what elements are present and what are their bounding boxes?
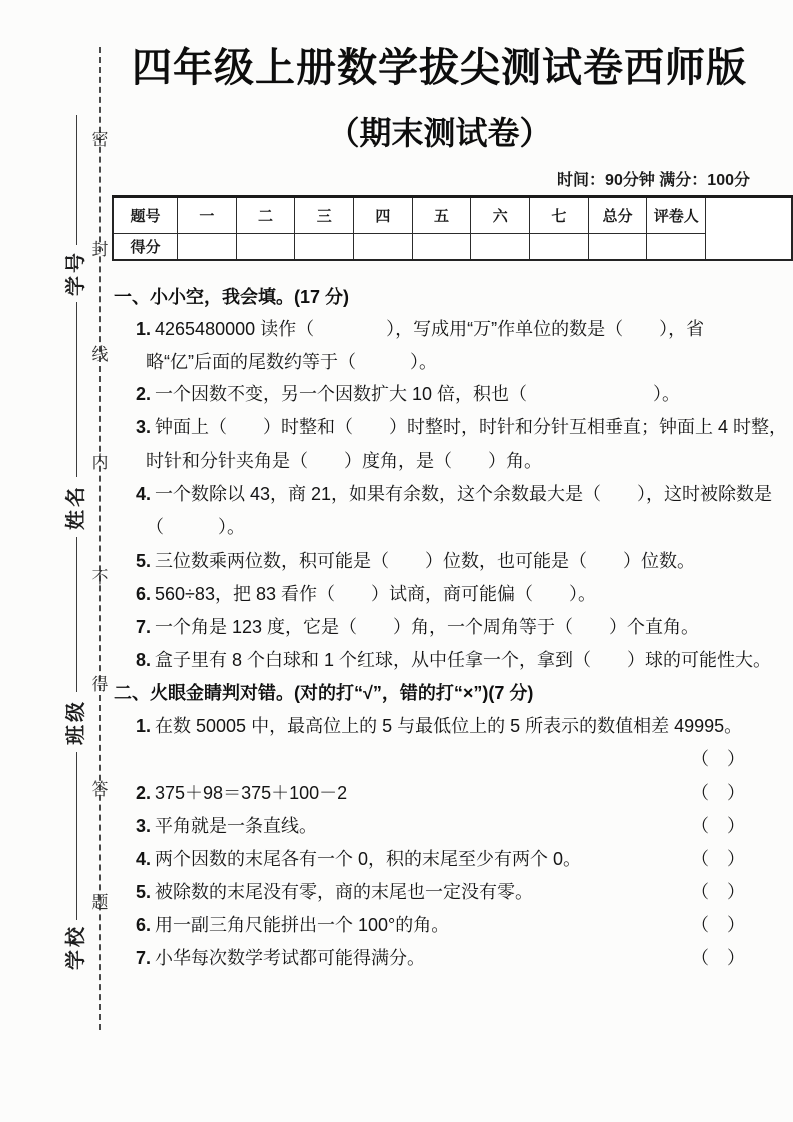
seal-dashed-line <box>99 47 101 1030</box>
question-number: 8. <box>136 650 152 670</box>
answer-bracket: （ ） <box>691 816 745 836</box>
seal-char: 密 <box>91 130 109 149</box>
seal-char: 得 <box>91 675 109 694</box>
score-cell <box>412 234 471 261</box>
question-line <box>136 780 745 806</box>
margin-label-school: 学校 <box>64 924 87 970</box>
score-table-header-cell: 七 <box>530 197 589 234</box>
question-line <box>146 514 245 540</box>
question-number: 4. <box>136 484 152 504</box>
question-text: 一个数除以 43，商 21，如果有余数，这个余数最大是（ ），这时被除数是 <box>155 484 773 504</box>
answer-bracket: （ ） <box>691 783 745 803</box>
score-cell <box>178 234 237 261</box>
question-text: （ ）。 <box>146 517 245 537</box>
question-number: 6. <box>136 915 152 935</box>
question-text: 在数 50005 中，最高位上的 5 与最低位上的 5 所表示的数值相差 49995。 <box>155 716 743 736</box>
question-text: 钟面上（ ）时整和（ ）时整时，时针和分针互相垂直；钟面上 4 时整， <box>155 417 788 437</box>
answer-bracket: （ ） <box>691 849 745 869</box>
question-line <box>146 448 542 474</box>
score-table-header-cell: 六 <box>471 197 530 234</box>
answer-bracket: （ ） <box>691 948 745 968</box>
score-table-header-cell: 四 <box>354 197 413 234</box>
answer-bracket: （ ） <box>691 882 745 902</box>
question-number: 2. <box>136 384 152 404</box>
score-cell <box>295 234 354 261</box>
margin-label-student-number: 学号 <box>64 250 87 296</box>
answer-bracket: （ ） <box>691 915 745 935</box>
score-cell <box>471 234 530 261</box>
seal-char: 封 <box>91 240 109 259</box>
question-line <box>136 713 742 739</box>
score-cell <box>236 234 295 261</box>
question-text: 用一副三角尺能拼出一个 100°的角。 <box>155 915 450 935</box>
score-table-header-cell: 五 <box>412 197 471 234</box>
question-text: 盒子里有 8 个白球和 1 个红球，从中任拿一个，拿到（ ）球的可能性大。 <box>155 650 772 670</box>
question-text: 560÷83，把 83 看作（ ）试商，商可能偏（ ）。 <box>155 584 596 604</box>
seal-char: 线 <box>91 345 109 364</box>
question-text: 被除数的末尾没有零，商的末尾也一定没有零。 <box>155 882 534 902</box>
school-write-line <box>76 752 77 920</box>
name-write-line <box>76 302 77 477</box>
exam-time-score: 时间：90分钟 满分：100分 <box>557 172 750 189</box>
margin-label-class: 班级 <box>64 699 87 745</box>
question-text: 4265480000 读作（ ），写成用“万”作单位的数是（ ），省 <box>155 319 705 339</box>
question-number: 5. <box>136 882 152 902</box>
class-write-line <box>76 537 77 692</box>
score-cell <box>354 234 413 261</box>
question-number: 3. <box>136 816 152 836</box>
question-number: 1. <box>136 319 152 339</box>
question-line <box>136 945 745 971</box>
score-table-header-cell: 一 <box>178 197 237 234</box>
seal-char: 不 <box>91 568 109 587</box>
score-cell <box>588 234 647 261</box>
score-cell <box>530 234 589 261</box>
question-text: 375＋98＝375＋100－2 <box>155 783 348 803</box>
question-text: 略“亿”后面的尾数约等于（ ）。 <box>146 352 437 372</box>
question-text: 平角就是一条直线。 <box>155 816 318 836</box>
exam-title: 四年级上册数学拔尖测试卷西师版 <box>132 46 747 90</box>
section-2-heading: 二、火眼金睛判对错。(对的打“√”，错的打“×”)(7 分) <box>114 683 534 703</box>
question-line <box>146 349 437 375</box>
question-number: 1. <box>136 716 152 736</box>
score-table <box>112 195 793 261</box>
question-text: 一个角是 123 度，它是（ ）角，一个周角等于（ ）个直角。 <box>155 617 700 637</box>
question-text: 一个因数不变，另一个因数扩大 10 倍，积也（ ）。 <box>155 384 681 404</box>
score-table-header-cell: 二 <box>236 197 295 234</box>
seal-char: 答 <box>91 780 109 799</box>
question-text: 两个因数的末尾各有一个 0，积的末尾至少有两个 0。 <box>155 849 582 869</box>
question-line <box>136 647 771 673</box>
question-number: 3. <box>136 417 152 437</box>
question-number: 2. <box>136 783 152 803</box>
question-number: 4. <box>136 849 152 869</box>
question-number: 6. <box>136 584 152 604</box>
question-line <box>136 581 596 607</box>
seal-char: 题 <box>91 893 109 912</box>
question-line <box>136 614 699 640</box>
question-number: 7. <box>136 617 152 637</box>
student-number-write-line <box>76 115 77 245</box>
score-table-header-cell: 评卷人 <box>647 197 706 234</box>
question-text: 三位数乘两位数，积可能是（ ）位数，也可能是（ ）位数。 <box>155 551 696 571</box>
answer-bracket: （ ） <box>691 749 745 769</box>
question-line <box>136 481 772 507</box>
seal-char: 内 <box>91 453 109 472</box>
score-table-header-cell: 三 <box>295 197 354 234</box>
question-line <box>136 414 787 440</box>
section-1-heading: 一、小小空，我会填。(17 分) <box>114 287 350 307</box>
exam-subtitle: （期末测试卷） <box>327 115 552 151</box>
question-line <box>136 813 745 839</box>
question-number: 7. <box>136 948 152 968</box>
margin-label-name: 姓名 <box>64 484 87 530</box>
question-line <box>136 846 745 872</box>
score-row-label: 得分 <box>113 234 178 261</box>
score-table-header-cell: 总分 <box>588 197 647 234</box>
question-line <box>136 548 695 574</box>
question-number: 5. <box>136 551 152 571</box>
score-cell <box>647 234 706 261</box>
question-text: 小华每次数学考试都可能得满分。 <box>155 948 426 968</box>
score-table-header-cell: 题号 <box>113 197 178 234</box>
question-text: 时针和分针夹角是（ ）度角，是（ ）角。 <box>146 451 542 471</box>
question-line <box>136 381 680 407</box>
question-line <box>136 316 704 342</box>
question-line <box>136 879 745 905</box>
question-line <box>136 912 745 938</box>
